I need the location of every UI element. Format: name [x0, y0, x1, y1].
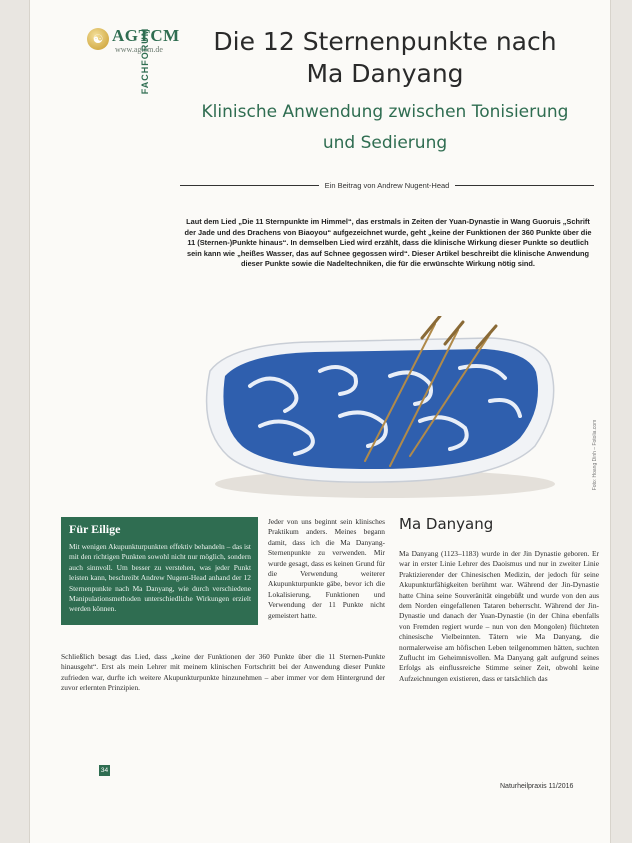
- photo-credit: Foto: Hoang Dinh – Fotolia.com: [592, 419, 598, 491]
- article-title: Die 12 Sternenpunkte nach Ma Danyang: [213, 27, 557, 88]
- page-number: 34: [100, 767, 109, 774]
- body-column-middle: [268, 517, 385, 621]
- body-paragraph: Jeder von uns beginnt sein klinisches Praktikum anders. Meines begann damit, dass ich die Ma Danyang-Sternenpunkte zu verwenden. Mir wurde gesagt, dass es keinen Grund für die Verwendung weiterer Akupunkturpunkte gäbe, bevor ich die Lokalisierung, Funktionen und Verwendung der 11 Punkte nicht gemeistert hatte.: [268, 517, 385, 620]
- logo-url: www.agtcm.de: [115, 45, 163, 54]
- byline: [180, 181, 594, 190]
- body-column-bottom: [61, 652, 385, 694]
- sidebar-box: [61, 517, 258, 625]
- article-intro: Laut dem Lied „Die 11 Sternpunkte im Himmel“, das erstmals in Zeiten der Yuan-Dynastie in Wang Guoruis „Schrift der Jade und des Drachens von Biaoyou“ aufgezeichnet wurde, geht „keine der Funktionen der 360 Punkte über die 11 (Sternen-)Punkte hinaus“. In demselben Lied wird erzählt, dass die klinische Wirkung dieser Punkte so deutlich sein kann wie „heißes Wasser, das auf Schnee gegossen wird“. Dieser Artikel beschreibt die klinische Anwendung dieser Punkte sowie die Nadeltechniken, die für die erwünschte Wirkung nötig sind.: [184, 217, 592, 269]
- article-subtitle: Klinische Anwendung zwischen Tonisierung und Sedierung: [201, 102, 569, 153]
- byline-rule-right: [455, 185, 594, 186]
- body-paragraph: Schließlich besagt das Lied, dass „keine der Funktionen der 360 Punkte über die 11 Sternen-Punkte hinausgeht“. Erst als mein Lehrer mit meinem klinischen Fortschritt bei der Anwendung dieser Punkte zufrieden war, durfte ich weitere Akupunkturpunkte hinzunehmen – aber immer vor dem Hintergrund der zuvor erlernten Prinzipien.: [61, 652, 385, 693]
- issue-label: Naturheilpraxis 11/2016: [500, 783, 574, 790]
- sidebar-text: Mit wenigen Akupunkturpunkten effektiv behandeln – das ist mit den richtigen Punkten sowohl nicht nur möglich, sondern auch sinnvoll. Um besser zu verstehen, was jeder Punkt leisten kann, beschreibt Andrew Nugent-Head anhand der 12 Sternenpunkte nach Ma Danyang, wie durch verschiedene Manipulationsmethoden unterschiedliche Wirkungen erzielt werden können.: [69, 542, 251, 614]
- logo-name: AGTCM: [112, 26, 180, 45]
- byline-text: Ein Beitrag von Andrew Nugent-Head: [324, 181, 450, 190]
- acupuncture-needles-bowl-photo: [190, 316, 580, 506]
- sidebar-title: Für Eilige: [69, 522, 121, 536]
- body-column-right: [399, 549, 599, 684]
- byline-rule-left: [180, 185, 319, 186]
- section-heading: Ma Danyang: [399, 515, 494, 533]
- body-paragraph: Ma Danyang (1123–1183) wurde in der Jin Dynastie geboren. Er war in erster Linie Lehrer des Daoismus und nur in zweiter Linie Praktizierender der Chinesischen Medizin, der jedoch für seine Akupunkturfähigkeiten berühmt war. Während der Jin-Dynastie hatte China seine Souveränität eingebüßt und wurde von den aus dem Norden eingefallenen Tataren beherrscht. Während der Jin-Dynastie und danach der Yuan-Dynastie (in der China ebenfalls von Fremden regiert wurde – nun von den Mongolen) flüchteten chinesische Vielbeinnten. Tätern wie Ma Danyang, die normalerweise am höfischen Leben teilgenommen hätten, suchten Zuflucht im Geheimnisvollen. Ma Danyang galt aufgrund seines Erfolgs als einflussreiche Stimme seiner Zeit, obwohl keine Aufzeichnungen existieren, dass er tatsächlich das: [399, 549, 599, 683]
- yin-yang-icon: ☯: [87, 28, 109, 50]
- rubric-label: FACHFORUM: [140, 27, 150, 95]
